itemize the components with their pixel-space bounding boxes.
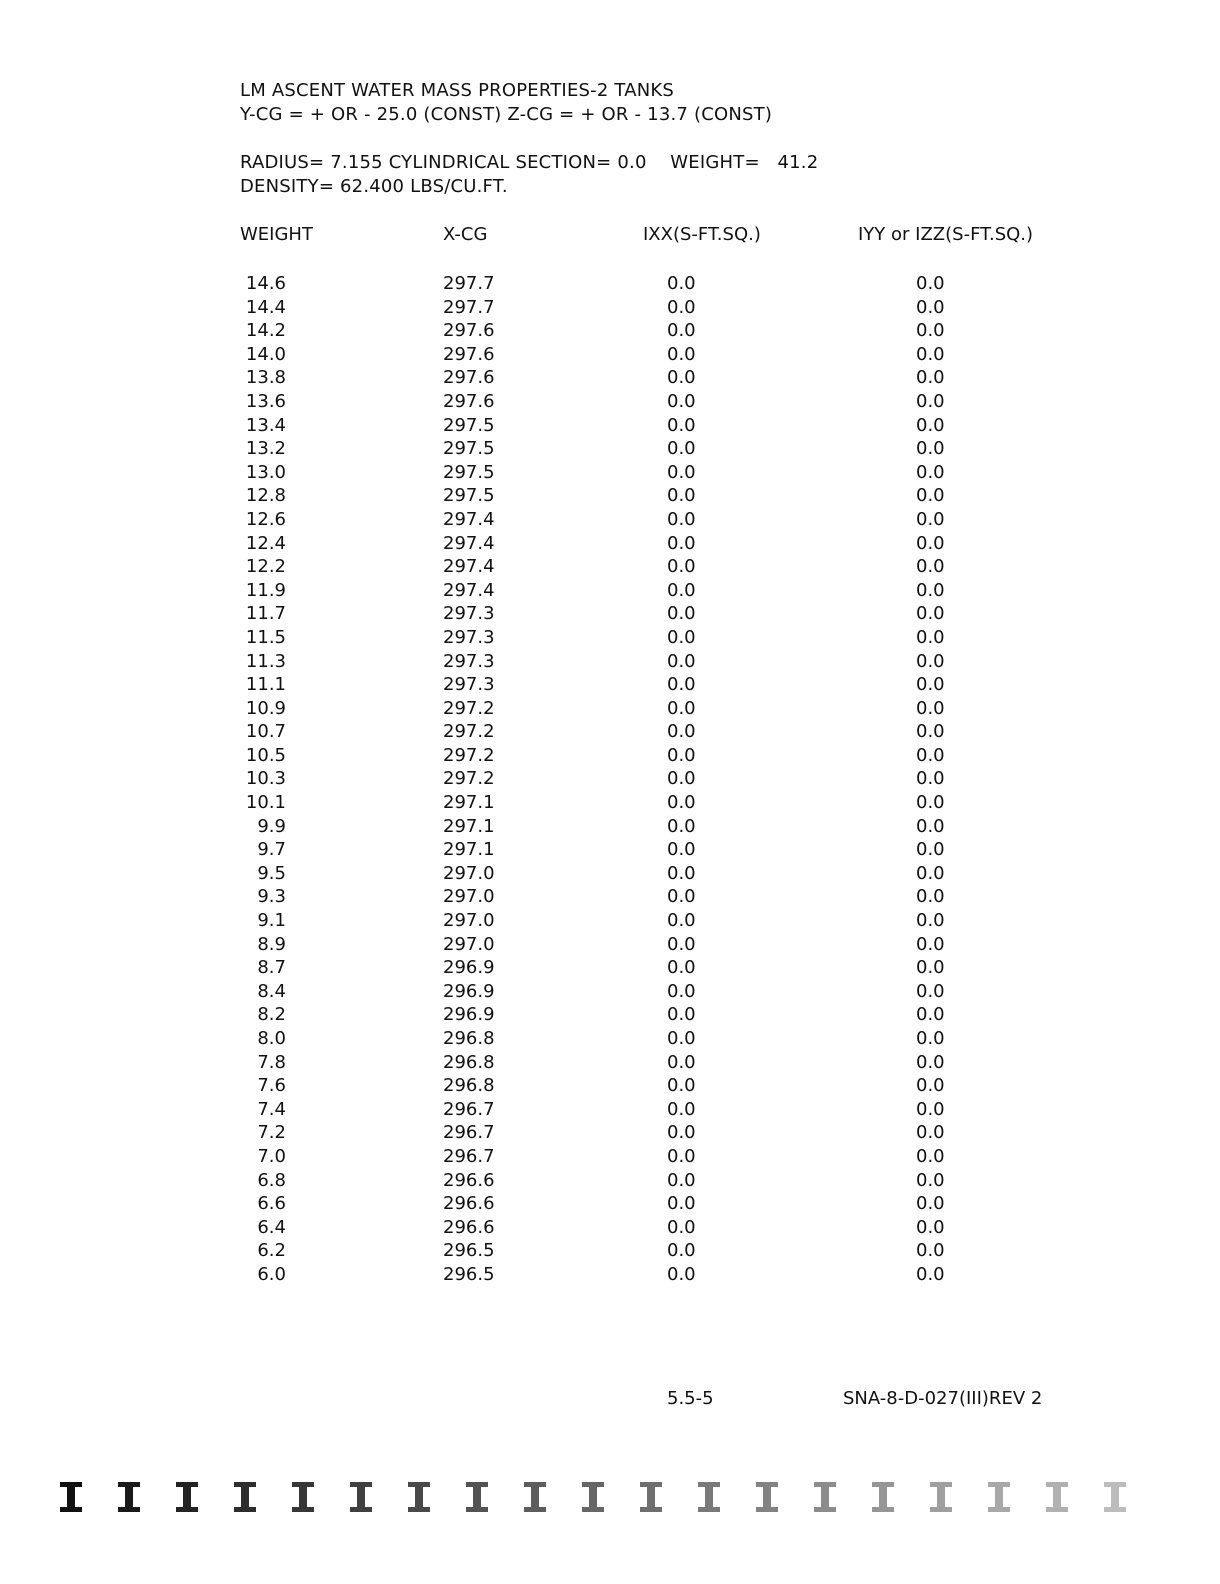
mass-properties-table — [0, 272, 1220, 1287]
table-row — [0, 673, 1220, 697]
x-cg-cell: 297.1 — [443, 839, 495, 861]
ixx-cell: 0.0 — [667, 768, 696, 790]
punch-mark-strip — [60, 1480, 1160, 1520]
ixx-cell: 0.0 — [667, 438, 696, 460]
ixx-cell: 0.0 — [667, 1028, 696, 1049]
table-row — [0, 838, 1220, 862]
iyy-izz-cell: 0.0 — [916, 1122, 945, 1144]
iyy-izz-cell: 0.0 — [916, 862, 945, 884]
table-row — [0, 815, 1220, 839]
x-cg-cell: 297.3 — [443, 603, 495, 625]
iyy-izz-cell: 0.0 — [916, 1028, 945, 1049]
table-row — [0, 461, 1220, 485]
punch-mark-icon — [1046, 1480, 1068, 1514]
weight-cell: 9.9 — [257, 815, 286, 837]
ixx-cell: 0.0 — [667, 367, 696, 389]
ixx-cell: 0.0 — [667, 1240, 696, 1262]
x-cg-cell: 297.2 — [443, 768, 495, 790]
weight-cell: 10.9 — [245, 697, 286, 719]
table-row — [0, 767, 1220, 791]
table-row — [0, 1239, 1220, 1263]
ixx-cell: 0.0 — [667, 862, 696, 884]
x-cg-cell: 296.9 — [443, 1004, 495, 1026]
x-cg-cell: 297.5 — [443, 438, 495, 460]
iyy-izz-cell: 0.0 — [916, 1075, 945, 1097]
punch-mark-icon — [234, 1480, 256, 1514]
weight-cell: 6.4 — [257, 1216, 286, 1238]
x-cg-cell: 296.6 — [443, 1169, 495, 1191]
iyy-izz-cell: 0.0 — [916, 320, 945, 342]
iyy-izz-cell: 0.0 — [916, 296, 945, 318]
table-row — [0, 862, 1220, 886]
ixx-cell: 0.0 — [667, 674, 696, 696]
punch-mark-icon — [930, 1480, 952, 1514]
weight-cell: 8.0 — [257, 1028, 286, 1049]
ixx-cell: 0.0 — [667, 1263, 696, 1285]
weight-cell: 7.2 — [257, 1122, 286, 1144]
table-row — [0, 508, 1220, 532]
iyy-izz-cell: 0.0 — [916, 1240, 945, 1262]
x-cg-cell: 297.6 — [443, 390, 495, 412]
x-cg-cell: 296.8 — [443, 1028, 495, 1049]
x-cg-cell: 297.5 — [443, 485, 495, 507]
table-row — [0, 885, 1220, 909]
ixx-cell: 0.0 — [667, 886, 696, 908]
table-row — [0, 980, 1220, 1004]
iyy-izz-cell: 0.0 — [916, 650, 945, 672]
weight-cell: 6.0 — [257, 1263, 286, 1285]
table-row — [0, 1003, 1220, 1027]
weight-cell: 12.8 — [245, 485, 286, 507]
ixx-cell: 0.0 — [667, 556, 696, 578]
x-cg-cell: 297.0 — [443, 910, 495, 932]
table-row — [0, 1192, 1220, 1216]
punch-mark-icon — [582, 1480, 604, 1514]
ixx-cell: 0.0 — [667, 933, 696, 955]
iyy-izz-cell: 0.0 — [916, 721, 945, 743]
iyy-izz-cell: 0.0 — [916, 532, 945, 554]
ixx-cell: 0.0 — [667, 1004, 696, 1026]
ixx-cell: 0.0 — [667, 485, 696, 507]
iyy-izz-cell: 0.0 — [916, 910, 945, 932]
iyy-izz-cell: 0.0 — [916, 626, 945, 648]
x-cg-cell: 296.5 — [443, 1263, 495, 1285]
weight-cell: 14.2 — [245, 320, 286, 342]
table-row — [0, 791, 1220, 815]
ixx-cell: 0.0 — [667, 650, 696, 672]
table-row — [0, 626, 1220, 650]
x-cg-cell: 296.5 — [443, 1240, 495, 1262]
ixx-cell: 0.0 — [667, 508, 696, 530]
ixx-cell: 0.0 — [667, 1193, 696, 1215]
column-header-ixx: IXX(S-FT.SQ.) — [643, 224, 761, 245]
iyy-izz-cell: 0.0 — [916, 1051, 945, 1073]
iyy-izz-cell: 0.0 — [916, 461, 945, 483]
ixx-cell: 0.0 — [667, 957, 696, 979]
x-cg-cell: 296.9 — [443, 980, 495, 1002]
weight-cell: 10.7 — [245, 721, 286, 743]
weight-cell: 8.2 — [257, 1004, 286, 1026]
table-row — [0, 579, 1220, 603]
weight-cell: 11.5 — [245, 626, 286, 648]
x-cg-cell: 297.7 — [443, 296, 495, 318]
ixx-cell: 0.0 — [667, 343, 696, 365]
iyy-izz-cell: 0.0 — [916, 273, 945, 294]
table-row — [0, 1121, 1220, 1145]
iyy-izz-cell: 0.0 — [916, 1004, 945, 1026]
x-cg-cell: 296.8 — [443, 1075, 495, 1097]
table-row — [0, 319, 1220, 343]
x-cg-cell: 297.2 — [443, 697, 495, 719]
iyy-izz-cell: 0.0 — [916, 485, 945, 507]
x-cg-cell: 297.0 — [443, 862, 495, 884]
x-cg-cell: 297.4 — [443, 532, 495, 554]
weight-cell: 12.6 — [245, 508, 286, 530]
ixx-cell: 0.0 — [667, 461, 696, 483]
iyy-izz-cell: 0.0 — [916, 839, 945, 861]
weight-cell: 11.9 — [245, 579, 286, 601]
table-row — [0, 437, 1220, 461]
x-cg-cell: 297.6 — [443, 320, 495, 342]
column-header-weight: WEIGHT — [240, 224, 313, 245]
iyy-izz-cell: 0.0 — [916, 1193, 945, 1215]
x-cg-cell: 297.5 — [443, 414, 495, 436]
iyy-izz-cell: 0.0 — [916, 343, 945, 365]
column-header-iyy-izz: IYY or IZZ(S-FT.SQ.) — [858, 224, 1034, 245]
iyy-izz-cell: 0.0 — [916, 768, 945, 790]
ixx-cell: 0.0 — [667, 1051, 696, 1073]
x-cg-cell: 296.7 — [443, 1145, 495, 1167]
iyy-izz-cell: 0.0 — [916, 438, 945, 460]
ixx-cell: 0.0 — [667, 910, 696, 932]
iyy-izz-cell: 0.0 — [916, 957, 945, 979]
x-cg-cell: 297.0 — [443, 933, 495, 955]
punch-mark-icon — [988, 1480, 1010, 1514]
iyy-izz-cell: 0.0 — [916, 1145, 945, 1167]
table-row — [0, 602, 1220, 626]
ixx-cell: 0.0 — [667, 579, 696, 601]
column-header-x-cg: X-CG — [443, 224, 488, 245]
x-cg-cell: 297.1 — [443, 792, 495, 814]
weight-cell: 11.1 — [245, 674, 286, 696]
weight-cell: 9.7 — [257, 839, 286, 861]
weight-cell: 9.1 — [257, 910, 286, 932]
table-row — [0, 1145, 1220, 1169]
x-cg-cell: 296.6 — [443, 1193, 495, 1215]
table-row — [0, 744, 1220, 768]
x-cg-cell: 296.8 — [443, 1051, 495, 1073]
ixx-cell: 0.0 — [667, 603, 696, 625]
ixx-cell: 0.0 — [667, 296, 696, 318]
ixx-cell: 0.0 — [667, 815, 696, 837]
table-row — [0, 272, 1220, 296]
punch-mark-icon — [524, 1480, 546, 1514]
ixx-cell: 0.0 — [667, 697, 696, 719]
weight-cell: 10.3 — [245, 768, 286, 790]
x-cg-cell: 297.3 — [443, 674, 495, 696]
weight-cell: 11.7 — [245, 603, 286, 625]
ixx-cell: 0.0 — [667, 1122, 696, 1144]
iyy-izz-cell: 0.0 — [916, 886, 945, 908]
table-row — [0, 1169, 1220, 1193]
weight-cell: 13.8 — [245, 367, 286, 389]
weight-cell: 13.2 — [245, 438, 286, 460]
ixx-cell: 0.0 — [667, 792, 696, 814]
table-row — [0, 1263, 1220, 1287]
iyy-izz-cell: 0.0 — [916, 674, 945, 696]
table-row — [0, 343, 1220, 367]
weight-cell: 12.4 — [245, 532, 286, 554]
iyy-izz-cell: 0.0 — [916, 367, 945, 389]
punch-mark-icon — [814, 1480, 836, 1514]
table-row — [0, 933, 1220, 957]
weight-cell: 8.7 — [257, 957, 286, 979]
weight-cell: 10.1 — [245, 792, 286, 814]
weight-cell: 14.6 — [245, 273, 286, 294]
weight-cell: 14.4 — [245, 296, 286, 318]
iyy-izz-cell: 0.0 — [916, 1216, 945, 1238]
table-row — [0, 366, 1220, 390]
punch-mark-icon — [756, 1480, 778, 1514]
iyy-izz-cell: 0.0 — [916, 744, 945, 766]
punch-mark-icon — [118, 1480, 140, 1514]
iyy-izz-cell: 0.0 — [916, 933, 945, 955]
weight-cell: 7.0 — [257, 1145, 286, 1167]
punch-mark-icon — [350, 1480, 372, 1514]
weight-cell: 6.2 — [257, 1240, 286, 1262]
punch-mark-icon — [60, 1480, 82, 1514]
punch-mark-icon — [872, 1480, 894, 1514]
x-cg-cell: 296.6 — [443, 1216, 495, 1238]
punch-mark-icon — [176, 1480, 198, 1514]
x-cg-cell: 296.9 — [443, 957, 495, 979]
table-row — [0, 1216, 1220, 1240]
x-cg-cell: 297.0 — [443, 886, 495, 908]
ixx-cell: 0.0 — [667, 414, 696, 436]
iyy-izz-cell: 0.0 — [916, 1169, 945, 1191]
table-row — [0, 909, 1220, 933]
table-row — [0, 532, 1220, 556]
weight-cell: 6.8 — [257, 1169, 286, 1191]
x-cg-cell: 297.7 — [443, 273, 495, 294]
x-cg-cell: 297.1 — [443, 815, 495, 837]
weight-cell: 6.6 — [257, 1193, 286, 1215]
table-row — [0, 956, 1220, 980]
weight-cell: 14.0 — [245, 343, 286, 365]
iyy-izz-cell: 0.0 — [916, 508, 945, 530]
cg-line: Y-CG = + OR - 25.0 (CONST) Z-CG = + OR - 13.7 (CONST) — [240, 104, 773, 125]
iyy-izz-cell: 0.0 — [916, 697, 945, 719]
x-cg-cell: 297.6 — [443, 343, 495, 365]
punch-mark-icon — [698, 1480, 720, 1514]
iyy-izz-cell: 0.0 — [916, 792, 945, 814]
punch-mark-icon — [466, 1480, 488, 1514]
ixx-cell: 0.0 — [667, 1169, 696, 1191]
iyy-izz-cell: 0.0 — [916, 1098, 945, 1120]
weight-cell: 13.0 — [245, 461, 286, 483]
table-row — [0, 1074, 1220, 1098]
x-cg-cell: 296.7 — [443, 1098, 495, 1120]
table-row — [0, 1027, 1220, 1051]
ixx-cell: 0.0 — [667, 1145, 696, 1167]
x-cg-cell: 296.7 — [443, 1122, 495, 1144]
iyy-izz-cell: 0.0 — [916, 414, 945, 436]
x-cg-cell: 297.4 — [443, 579, 495, 601]
iyy-izz-cell: 0.0 — [916, 980, 945, 1002]
radius-line: RADIUS= 7.155 CYLINDRICAL SECTION= 0.0 WEIGHT= 41.2 — [240, 152, 819, 173]
punch-mark-icon — [640, 1480, 662, 1514]
weight-cell: 13.6 — [245, 390, 286, 412]
table-row — [0, 390, 1220, 414]
iyy-izz-cell: 0.0 — [916, 1263, 945, 1285]
weight-cell: 11.3 — [245, 650, 286, 672]
x-cg-cell: 297.4 — [443, 556, 495, 578]
weight-cell: 7.8 — [257, 1051, 286, 1073]
table-row — [0, 484, 1220, 508]
document-id: SNA-8-D-027(III)REV 2 — [843, 1388, 1043, 1409]
iyy-izz-cell: 0.0 — [916, 603, 945, 625]
table-row — [0, 1098, 1220, 1122]
iyy-izz-cell: 0.0 — [916, 815, 945, 837]
x-cg-cell: 297.2 — [443, 744, 495, 766]
punch-mark-icon — [408, 1480, 430, 1514]
ixx-cell: 0.0 — [667, 390, 696, 412]
weight-cell: 12.2 — [245, 556, 286, 578]
ixx-cell: 0.0 — [667, 532, 696, 554]
weight-cell: 9.5 — [257, 862, 286, 884]
weight-cell: 9.3 — [257, 886, 286, 908]
ixx-cell: 0.0 — [667, 980, 696, 1002]
table-row — [0, 697, 1220, 721]
ixx-cell: 0.0 — [667, 839, 696, 861]
iyy-izz-cell: 0.0 — [916, 556, 945, 578]
iyy-izz-cell: 0.0 — [916, 390, 945, 412]
page-number: 5.5-5 — [667, 1388, 714, 1409]
weight-cell: 7.4 — [257, 1098, 286, 1120]
table-row — [0, 1051, 1220, 1075]
ixx-cell: 0.0 — [667, 1098, 696, 1120]
iyy-izz-cell: 0.0 — [916, 579, 945, 601]
ixx-cell: 0.0 — [667, 626, 696, 648]
table-row — [0, 555, 1220, 579]
x-cg-cell: 297.3 — [443, 626, 495, 648]
table-row — [0, 296, 1220, 320]
document-title: LM ASCENT WATER MASS PROPERTIES-2 TANKS — [240, 80, 675, 101]
ixx-cell: 0.0 — [667, 273, 696, 294]
ixx-cell: 0.0 — [667, 721, 696, 743]
ixx-cell: 0.0 — [667, 1216, 696, 1238]
punch-mark-icon — [1104, 1480, 1126, 1514]
weight-cell: 8.4 — [257, 980, 286, 1002]
ixx-cell: 0.0 — [667, 744, 696, 766]
weight-cell: 13.4 — [245, 414, 286, 436]
punch-mark-icon — [292, 1480, 314, 1514]
x-cg-cell: 297.2 — [443, 721, 495, 743]
density-line: DENSITY= 62.400 LBS/CU.FT. — [240, 176, 508, 197]
x-cg-cell: 297.4 — [443, 508, 495, 530]
ixx-cell: 0.0 — [667, 320, 696, 342]
table-row — [0, 720, 1220, 744]
weight-cell: 7.6 — [257, 1075, 286, 1097]
table-row — [0, 650, 1220, 674]
x-cg-cell: 297.6 — [443, 367, 495, 389]
x-cg-cell: 297.5 — [443, 461, 495, 483]
x-cg-cell: 297.3 — [443, 650, 495, 672]
ixx-cell: 0.0 — [667, 1075, 696, 1097]
weight-cell: 10.5 — [245, 744, 286, 766]
weight-cell: 8.9 — [257, 933, 286, 955]
table-row — [0, 414, 1220, 438]
